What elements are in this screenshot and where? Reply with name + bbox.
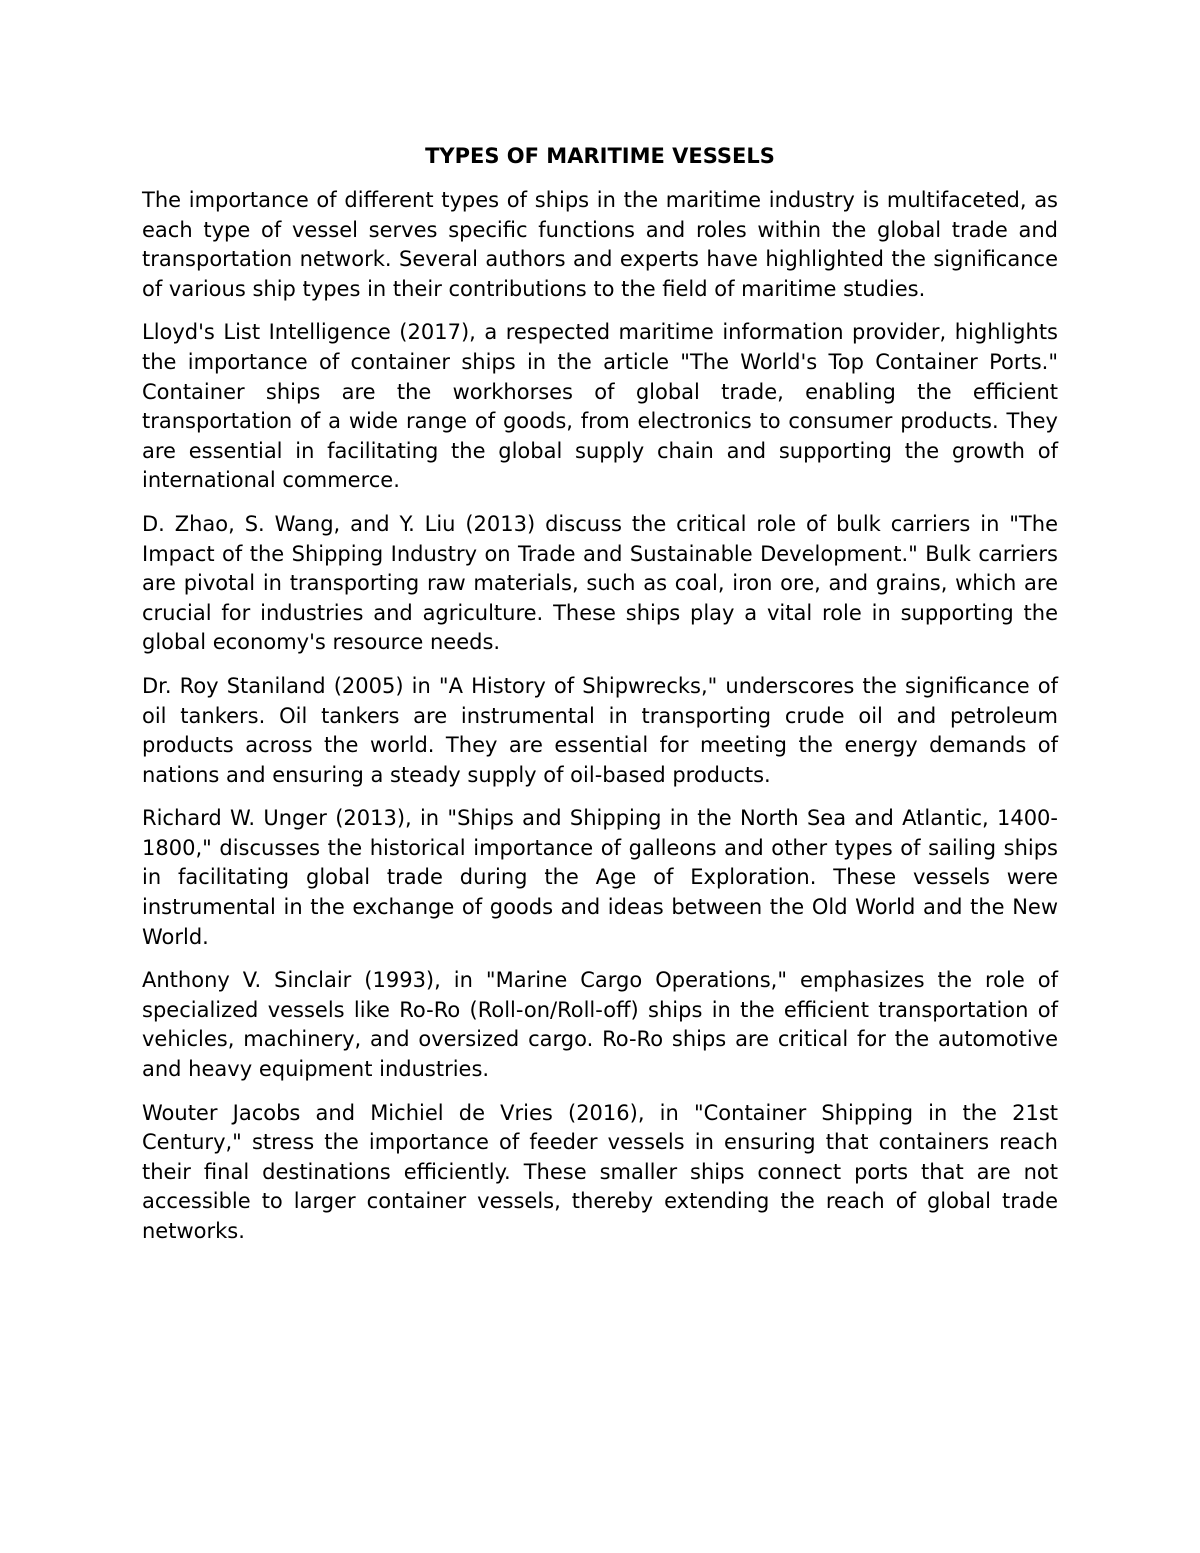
- document-body: [142, 138, 1058, 1261]
- paragraph-intro: The importance of different types of ships in the maritime industry is multifaceted, as each type of vessel serves specific functions and roles within the global trade and transportation network. Several authors and experts have highlighted the significance of various ship types in their contributions to the field of maritime studies.: [142, 188, 1058, 301]
- document-title: TYPES OF MARITIME VESSELS: [425, 144, 775, 168]
- paragraph-ro-ro-ships: Anthony V. Sinclair (1993), in "Marine Cargo Operations," emphasizes the role of specialized vessels like Ro-Ro (Roll-on/Roll-off) ships in the efficient transportation of vehicles, machinery, and oversized cargo. Ro-Ro ships are critical for the automotive and heavy equipment industries.: [142, 968, 1058, 1082]
- paragraph-container-ships: Lloyd's List Intelligence (2017), a respected maritime information provider, highlights the importance of container ships in the article "The World's Top Container Ports." Container ships are the workhorses of global trade, enabling the efficient transportation of a wide range of goods, from electronics to consumer products. They are essential in facilitating the global supply chain and supporting the growth of international commerce.: [142, 320, 1058, 493]
- paragraph-sailing-ships: Richard W. Unger (2013), in "Ships and Shipping in the North Sea and Atlantic, 1400-1800," discusses the historical importance of galleons and other types of sailing ships in facilitating global trade during the Age of Exploration. These vessels were instrumental in the exchange of goods and ideas between the Old World and the New World.: [142, 806, 1058, 949]
- paragraph-oil-tankers: Dr. Roy Staniland (2005) in "A History of Shipwrecks," underscores the significance of oil tankers. Oil tankers are instrumental in transporting crude oil and petroleum products across the world. They are essential for meeting the energy demands of nations and ensuring a steady supply of oil-based products.: [142, 673, 1058, 787]
- paragraph-feeder-vessels: Wouter Jacobs and Michiel de Vries (2016), in "Container Shipping in the 21st Century," stress the importance of feeder vessels in ensuring that containers reach their final destinations efficiently. These smaller ships connect ports that are not accessible to larger container vessels, thereby extending the reach of global trade networks.: [142, 1100, 1058, 1243]
- paragraph-bulk-carriers: D. Zhao, S. Wang, and Y. Liu (2013) discuss the critical role of bulk carriers in "The Impact of the Shipping Industry on Trade and Sustainable Development." Bulk carriers are pivotal in transporting raw materials, such as coal, iron ore, and grains, which are crucial for industries and agriculture. These ships play a vital role in supporting the global economy's resource needs.: [142, 511, 1058, 655]
